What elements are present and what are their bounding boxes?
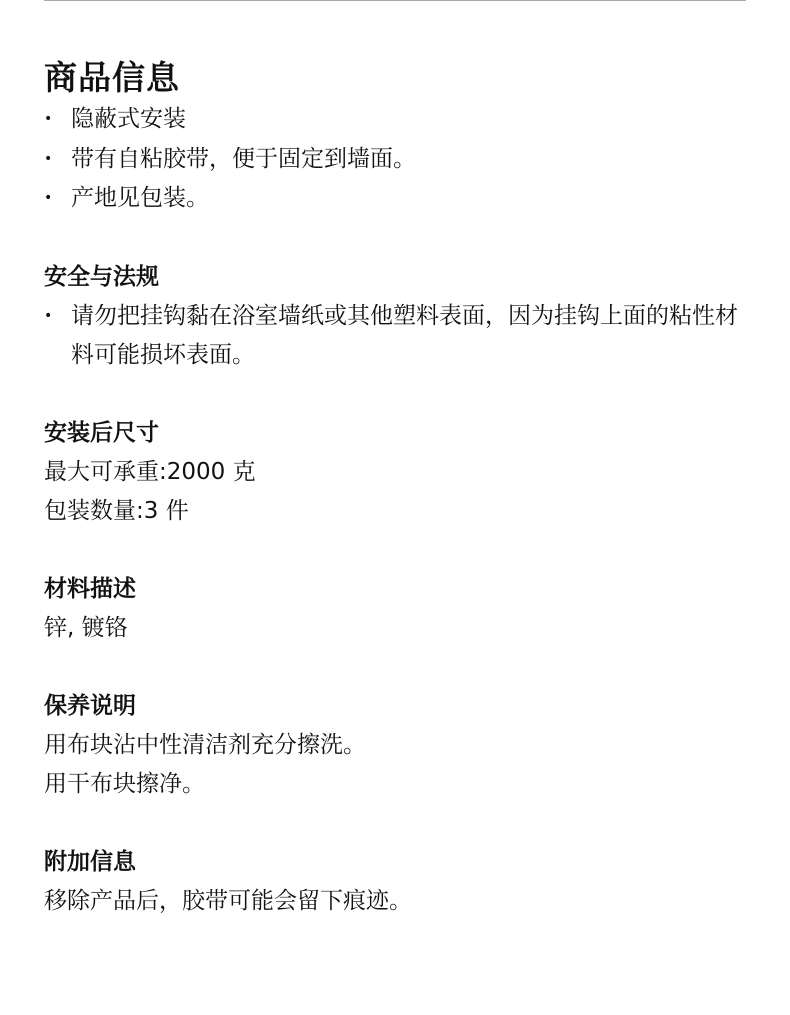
care-text: 用干布块擦净。 bbox=[44, 770, 205, 797]
safety-text: 请勿把挂钩黏在浴室墙纸或其他塑料表面，因为挂钩上面的粘性材料可能损坏表面。 bbox=[71, 302, 738, 368]
care-section bbox=[44, 687, 746, 804]
top-divider bbox=[44, 0, 746, 1]
section-heading: 安全与法规 bbox=[44, 263, 159, 290]
list-item bbox=[44, 179, 746, 219]
product-info-panel bbox=[44, 56, 746, 921]
feature-text: 产地见包装。 bbox=[71, 185, 209, 211]
additional-info-section bbox=[44, 843, 746, 921]
feature-text: 带有自粘胶带，便于固定到墙面。 bbox=[71, 145, 416, 172]
max-load-text: 最大可承重:2000 克 bbox=[44, 458, 256, 485]
care-text: 用布块沾中性清洁剂充分擦洗。 bbox=[44, 731, 366, 758]
section-heading: 附加信息 bbox=[44, 848, 136, 875]
safety-section bbox=[44, 258, 746, 376]
page-title: 商品信息 bbox=[44, 58, 180, 97]
safety-list bbox=[44, 297, 746, 376]
bullet-icon: • bbox=[44, 111, 53, 127]
additional-info-text: 移除产品后，胶带可能会留下痕迹。 bbox=[44, 887, 412, 914]
bullet-icon: • bbox=[44, 150, 53, 167]
feature-text: 隐蔽式安装 bbox=[71, 106, 186, 132]
material-section bbox=[44, 570, 746, 648]
material-text: 锌, 镀铬 bbox=[44, 614, 128, 641]
section-heading: 材料描述 bbox=[44, 575, 136, 602]
section-heading: 安装后尺寸 bbox=[44, 419, 159, 446]
bullet-icon: • bbox=[44, 307, 53, 324]
dimensions-section bbox=[44, 414, 746, 531]
list-item bbox=[44, 100, 746, 140]
feature-list bbox=[44, 100, 746, 219]
package-quantity-text: 包装数量:3 件 bbox=[44, 497, 189, 524]
list-item bbox=[44, 297, 746, 376]
list-item bbox=[44, 140, 746, 180]
bullet-icon: • bbox=[44, 190, 53, 206]
section-heading: 保养说明 bbox=[44, 692, 136, 719]
